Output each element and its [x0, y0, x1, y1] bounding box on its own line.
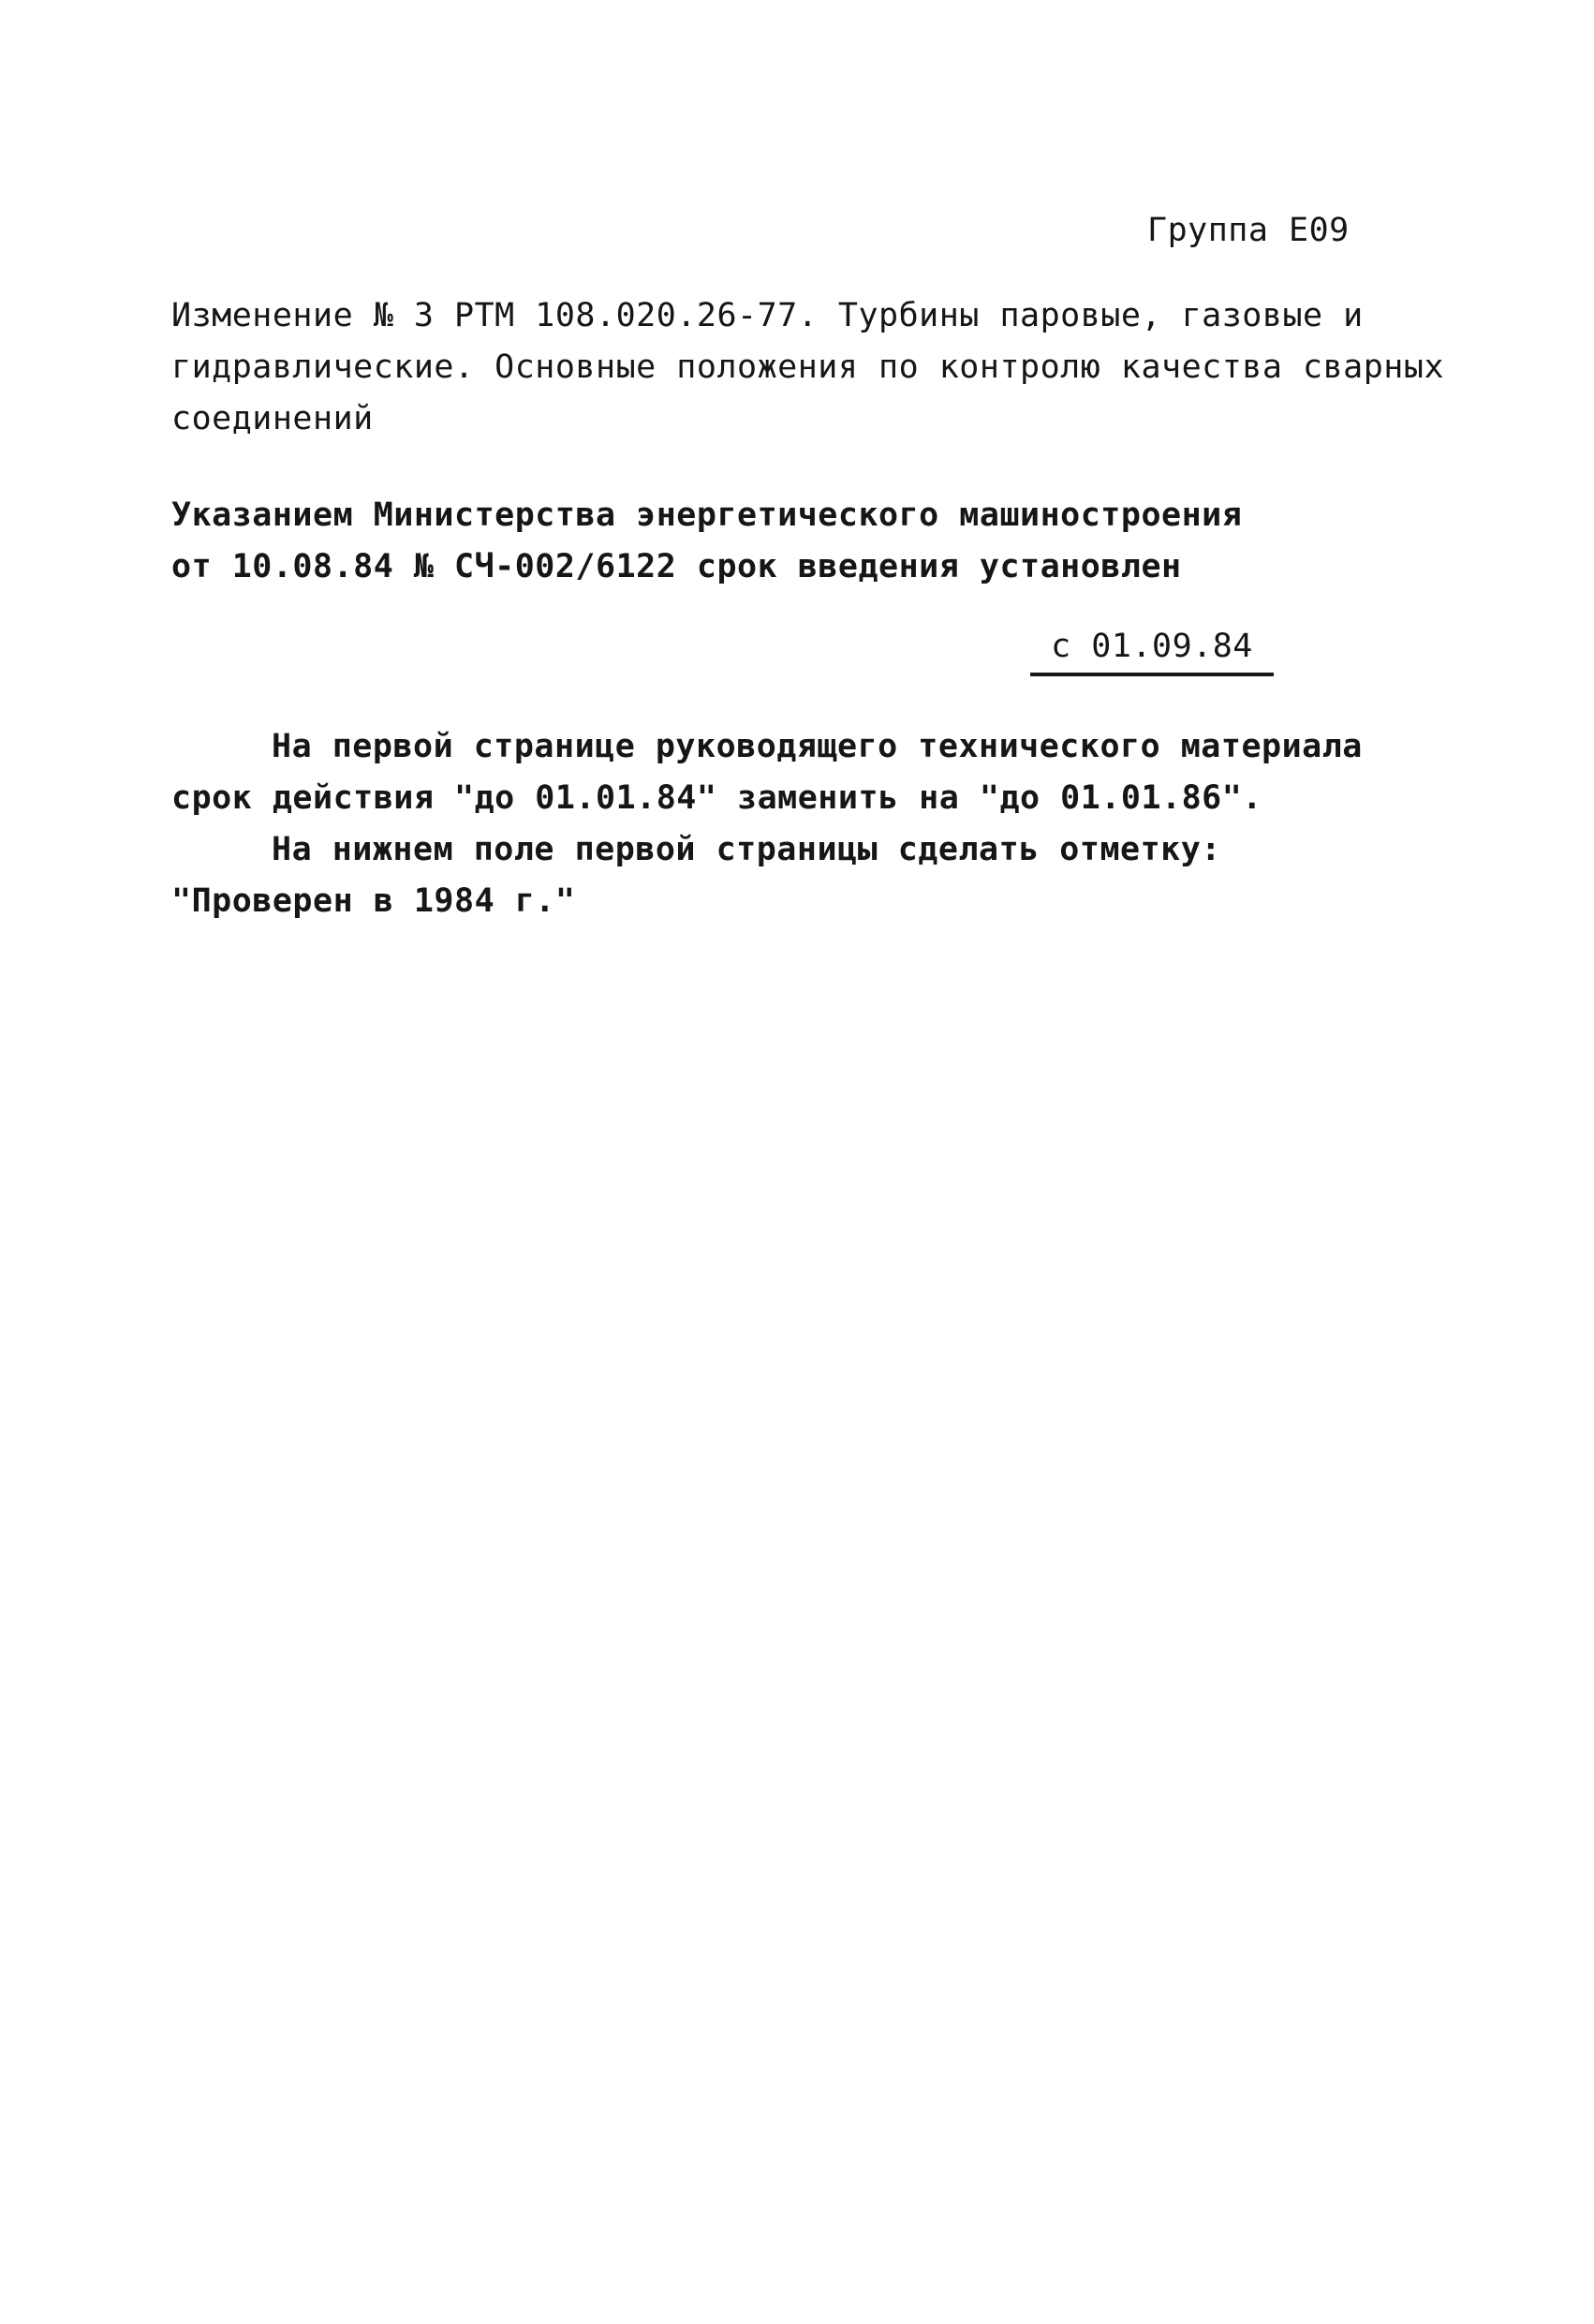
amendment-title-line-1: Изменение № 3 РТМ 108.020.26-77. Турбины паровые, газовые и	[171, 297, 1364, 334]
directive-line-2: от 10.08.84 № СЧ-002/6122 срок введения установлен	[171, 548, 1182, 585]
body-paragraph-2-line-2: "Проверен в 1984 г."	[171, 882, 576, 920]
group-label: Группа Е09	[1147, 212, 1350, 249]
body-paragraph-1-line-2: срок действия "до 01.01.84" заменить на "до 01.01.86".	[171, 779, 1262, 817]
amendment-title-line-3: соединений	[171, 400, 374, 437]
body-paragraph-2-line-1: На нижнем поле первой страницы сделать отметку:	[272, 831, 1221, 868]
directive-line-1: Указанием Министерства энергетического машиностроения	[171, 496, 1243, 534]
body-paragraph-1-line-1: На первой странице руководящего технического материала	[272, 728, 1363, 765]
effective-date: с 01.09.84	[1030, 626, 1274, 676]
amendment-title-line-2: гидравлические. Основные положения по контролю качества сварных	[171, 348, 1445, 386]
